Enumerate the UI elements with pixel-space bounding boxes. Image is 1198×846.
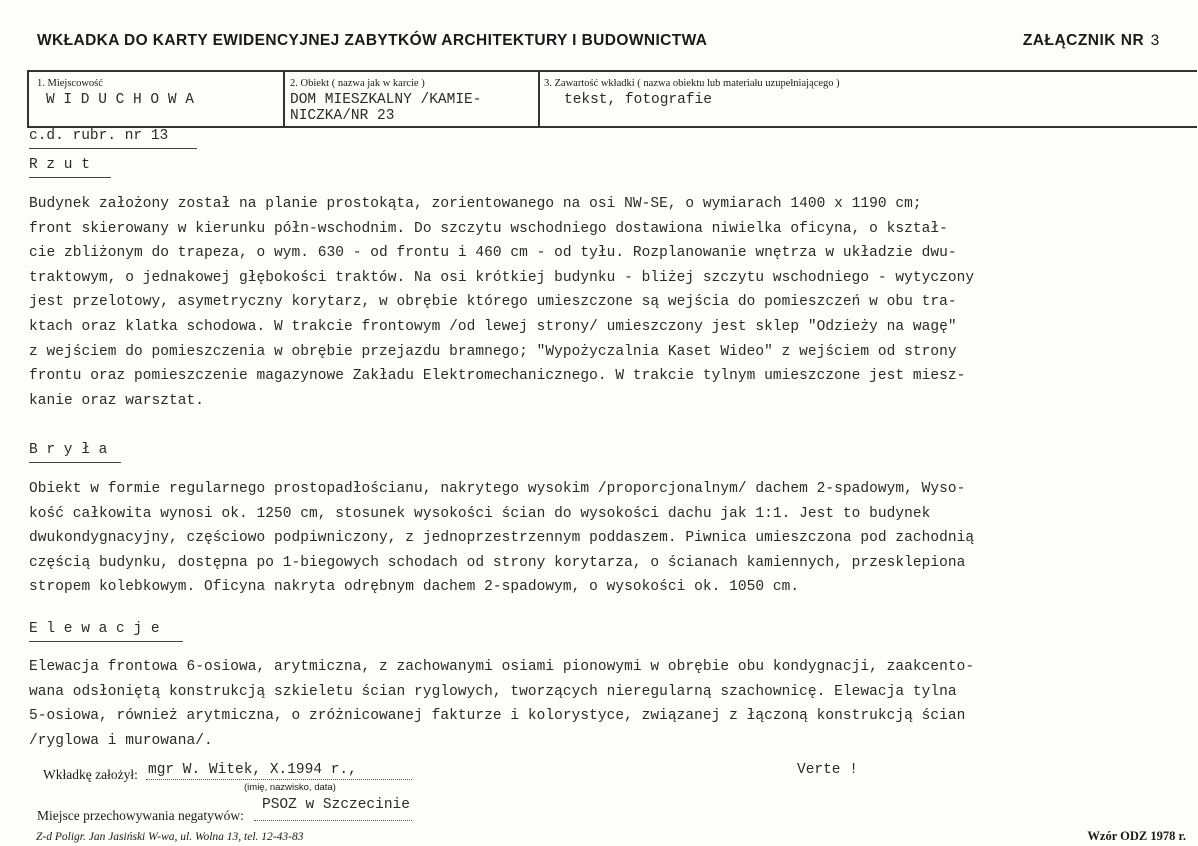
annex-number: 3 — [1150, 32, 1160, 50]
negatives-value: PSOZ w Szczecinie — [262, 797, 410, 813]
verte-note: Verte ! — [797, 762, 858, 778]
field-grid-left-rule — [27, 70, 29, 127]
field-grid-bottom-rule — [27, 126, 1197, 128]
section-heading-elewacje: E l e w a c j e — [29, 621, 160, 637]
author-value: mgr W. Witek, X.1994 r., — [148, 762, 357, 778]
field-grid-top-rule — [27, 70, 1197, 72]
author-dotted-line — [146, 779, 412, 780]
object-value-line-1: DOM MIESZKALNY /KAMIE- — [290, 92, 482, 108]
printer-imprint: Z-d Poligr. Jan Jasiński W-wa, ul. Wolna 13, tel. 12-43-83 — [36, 831, 304, 843]
form-pattern: Wzór ODZ 1978 r. — [1087, 829, 1186, 843]
card-title: WKŁADKA DO KARTY EWIDENCYJNEJ ZABYTKÓW ARCHITEKTURY I BUDOWNICTWA — [37, 32, 708, 49]
annex-label — [1023, 32, 1160, 50]
elewacje-underline — [29, 641, 183, 642]
author-label: Wkładkę założył: — [43, 767, 138, 782]
contents-label: 3. Zawartość wkładki ( nazwa obiektu lub materiału uzupełniającego ) — [544, 78, 840, 89]
section-text-rzut: Budynek założony został na planie prostokąta, zorientowanego na osi NW-SE, o wymiarach 1400 x 1190 cm; front skierowany w kierunku półn-wschodnim. Do szczytu wschodniego dostawiona niwielka oficyna, o kształ- cie zbliżonym do trapeza, o wym. 630 - od frontu i 460 cm - od tyłu. Rozplanowanie wnętrza w układzie dwu- traktowym, o jednakowej głębokości traktów. Na osi krótkiej budynku - bliżej szczytu wschodniego - wytyczony jest przelotowy, asymetryczny korytarz, w obrębie którego umieszczone są wejścia do pomieszczeń w obu tra- ktach oraz klatka schodowa. W trakcie frontowym /od lewej strony/ umieszczony jest sklep "Odzieży na wagę" z wejściem do pomieszczenia w obrębie przejazdu bramnego; "Wypożyczalnia Kaset Wideo" z wejściem od strony frontu oraz pomieszczenie magazynowe Zakładu Elektromechanicznego. W trakcie tylnym umieszczone jest miesz- kanie oraz warsztat. — [29, 196, 975, 409]
section-text-elewacje: Elewacja frontowa 6-osiowa, arytmiczna, z zachowanymi osiami pionowymi w obrębie obu kondygnacji, zaakcento- wana odsłoniętą konstrukcją szkieletu ścian ryglowych, tworzących nieregularną szachownicę. Elewacja tylna 5-osiowa, również arytmiczna, o zróżnicowanej fakturze i kolorystyce, związanej z łączoną konstrukcją ścian /ryglowa i murowana/. — [29, 659, 975, 749]
bryla-underline — [29, 462, 121, 463]
negatives-dotted-line — [254, 820, 412, 821]
locality-label: 1. Miejscowość — [37, 78, 103, 89]
contents-value: tekst, fotografie — [564, 92, 712, 108]
continuation-note: c.d. rubr. nr 13 — [29, 128, 169, 144]
section-heading-bryla: B r y ł a — [29, 442, 108, 458]
object-label: 2. Obiekt ( nazwa jak w karcie ) — [290, 78, 425, 89]
negatives-label: Miejsce przechowywania negatywów: — [37, 808, 244, 823]
object-value-line-2: NICZKA/NR 23 — [290, 108, 395, 124]
section-heading-rzut: R z u t — [29, 157, 90, 173]
rzut-underline — [29, 177, 111, 178]
section-text-bryla: Obiekt w formie regularnego prostopadłościanu, nakrytego wysokim /proporcjonalnym/ dachem 2-spadowym, Wyso- kość całkowita wynosi ok. 1250 cm, stosunek wysokości ścian do wysokości dachu jak 1:1. Jest to budynek dwukondygnacyjny, częściowo podpiwniczony, z jednoprzestrzennym poddaszem. Piwnica umieszczona pod zachodnią częścią budynku, dostępna po 1-biegowych schodach od strony korytarza, o ścianach kamiennych, przesklepiona stropem kolebkowym. Oficyna nakryta odrębnym dachem 2-spadowym, o wysokości ok. 1050 cm. — [29, 481, 975, 596]
field-divider-1 — [283, 70, 285, 127]
continuation-underline — [29, 148, 197, 149]
field-divider-2 — [538, 70, 540, 127]
author-hint: (imię, nazwisko, data) — [244, 782, 336, 793]
locality-value: W I D U C H O W A — [46, 92, 194, 108]
annex-label-text: ZAŁĄCZNIK NR — [1022, 32, 1145, 49]
